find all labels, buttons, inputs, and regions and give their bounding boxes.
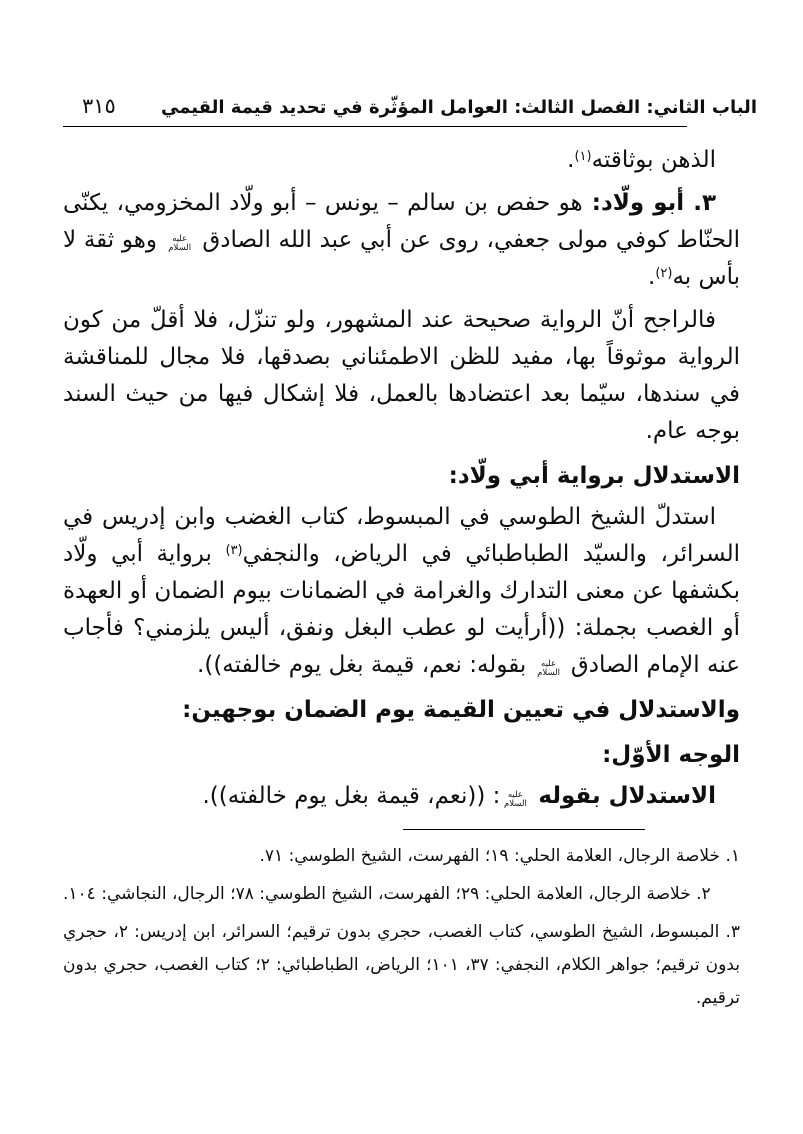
footnote-text: خلاصة الرجال، العلامة الحلي: ١٩؛ الفهرست، الشيخ الطوسي: ٧١. [259, 846, 721, 866]
heading-tayin-al-qima [63, 692, 740, 729]
text-run: فالراجح أنّ الرواية صحيحة عند المشهور، ولو تنزّل، فلا أقلّ من كون الرواية موثوقاً بها، مفيد للظن الاطمئناني بصدقها، فلا مجال للمناقشة في سندها، سيّما بعد اعتضادها بالعمل، فلا إشكال فيها من حيث السند بوجه عام. [63, 307, 740, 444]
paragraph-continuation [63, 142, 740, 179]
footnotes-section [0, 830, 803, 1015]
paragraph-istidlal-bi-qawlih [63, 778, 740, 815]
text-run: استدلّ الشيخ الطوسي في المبسوط، كتاب الغضب وابن إدريس في السرائر، والسيّد الطباطبائي في الرياض، والنجفي [63, 504, 740, 567]
text-run: . [567, 147, 575, 173]
running-title: الباب الثاني: الفصل الثالث: العوامل المؤثّرة في تحديد قيمة القيمي [161, 97, 757, 118]
bold-text-run: الاستدلال برواية أبي ولّاد: [448, 463, 740, 489]
text-run: الذهن بوثاقته [591, 147, 716, 173]
bold-text-run: الوجه الأوّل: [602, 742, 740, 768]
bold-text-run: الاستدلال بقوله [530, 783, 716, 809]
footnote-marker: (٣) [225, 543, 243, 558]
footnote-marker: (٢) [655, 266, 673, 281]
paragraph-istidlal-ulama [63, 499, 740, 684]
paragraph-abu-wallad-biography [63, 185, 740, 296]
bold-text-run: والاستدلال في تعيين القيمة يوم الضمان بوجهين: [182, 697, 740, 723]
footnote-number: ٣. [719, 922, 741, 942]
footnote-marker: (١) [574, 149, 592, 164]
footnote-number: ٢. [690, 884, 711, 904]
text-run: : ((نعم، قيمة بغل يوم خالفته)). [202, 783, 501, 809]
text-run: برواية أبي ولّاد بكشفها عن معنى التدارك والغرامة في الضمانات بيوم الضمان أو العهدة أو الغصب بجملة: ((أرأيت لو عطب البغل ونفق، أليس يلزمني؟ فأجاب عنه الإمام الصادق [63, 541, 740, 678]
footnote-text: المبسوط، الشيخ الطوسي، كتاب الغصب، حجري بدون ترقيم؛ السرائر، ابن إدريس: ٢، حجري بدون ترقيم؛ جواهر الكلام، النجفي: ٣٧، ١٠١؛ الرياض، الطباطبائي: ٢؛ كتاب الغصب، حجري بدون ترقيم. [63, 922, 741, 1008]
honorific-alayhis-salam-icon: عليه السلام [168, 234, 192, 253]
text-run: بقوله: نعم، قيمة بغل يوم خالفته)). [197, 652, 534, 678]
bold-text-run: ٣. أبو ولّاد: [582, 190, 716, 216]
footnote-text: خلاصة الرجال، العلامة الحلي: ٢٩؛ الفهرست، الشيخ الطوسي: ٧٨؛ الرجال، النجاشي: ١٠٤. [63, 884, 691, 904]
honorific-alayhis-salam-icon: عليه السلام [503, 790, 527, 809]
text-run: وهو ثقة لا بأس به [63, 227, 740, 290]
footnote-item [63, 916, 740, 1015]
text-run: . [648, 264, 656, 290]
footnote-number: ١. [720, 846, 740, 866]
heading-istidlal-bi-riwaya [63, 458, 740, 495]
page-header [0, 0, 803, 118]
heading-al-wajh-al-awwal [63, 737, 740, 774]
footnote-item [63, 878, 740, 911]
paragraph-tarjih-riwaya [63, 302, 740, 450]
text-run: هو حفص بن سالم – يونس – أبو ولّاد المخزومي، يكنّى الحنّاط كوفي مولى جعفي، روى عن أبي عبد الله الصادق [63, 190, 740, 253]
footnote-item [63, 840, 740, 873]
honorific-alayhis-salam-icon: عليه السلام [537, 659, 560, 678]
body-text [0, 127, 803, 815]
page-number: ٣١٥ [82, 94, 116, 118]
